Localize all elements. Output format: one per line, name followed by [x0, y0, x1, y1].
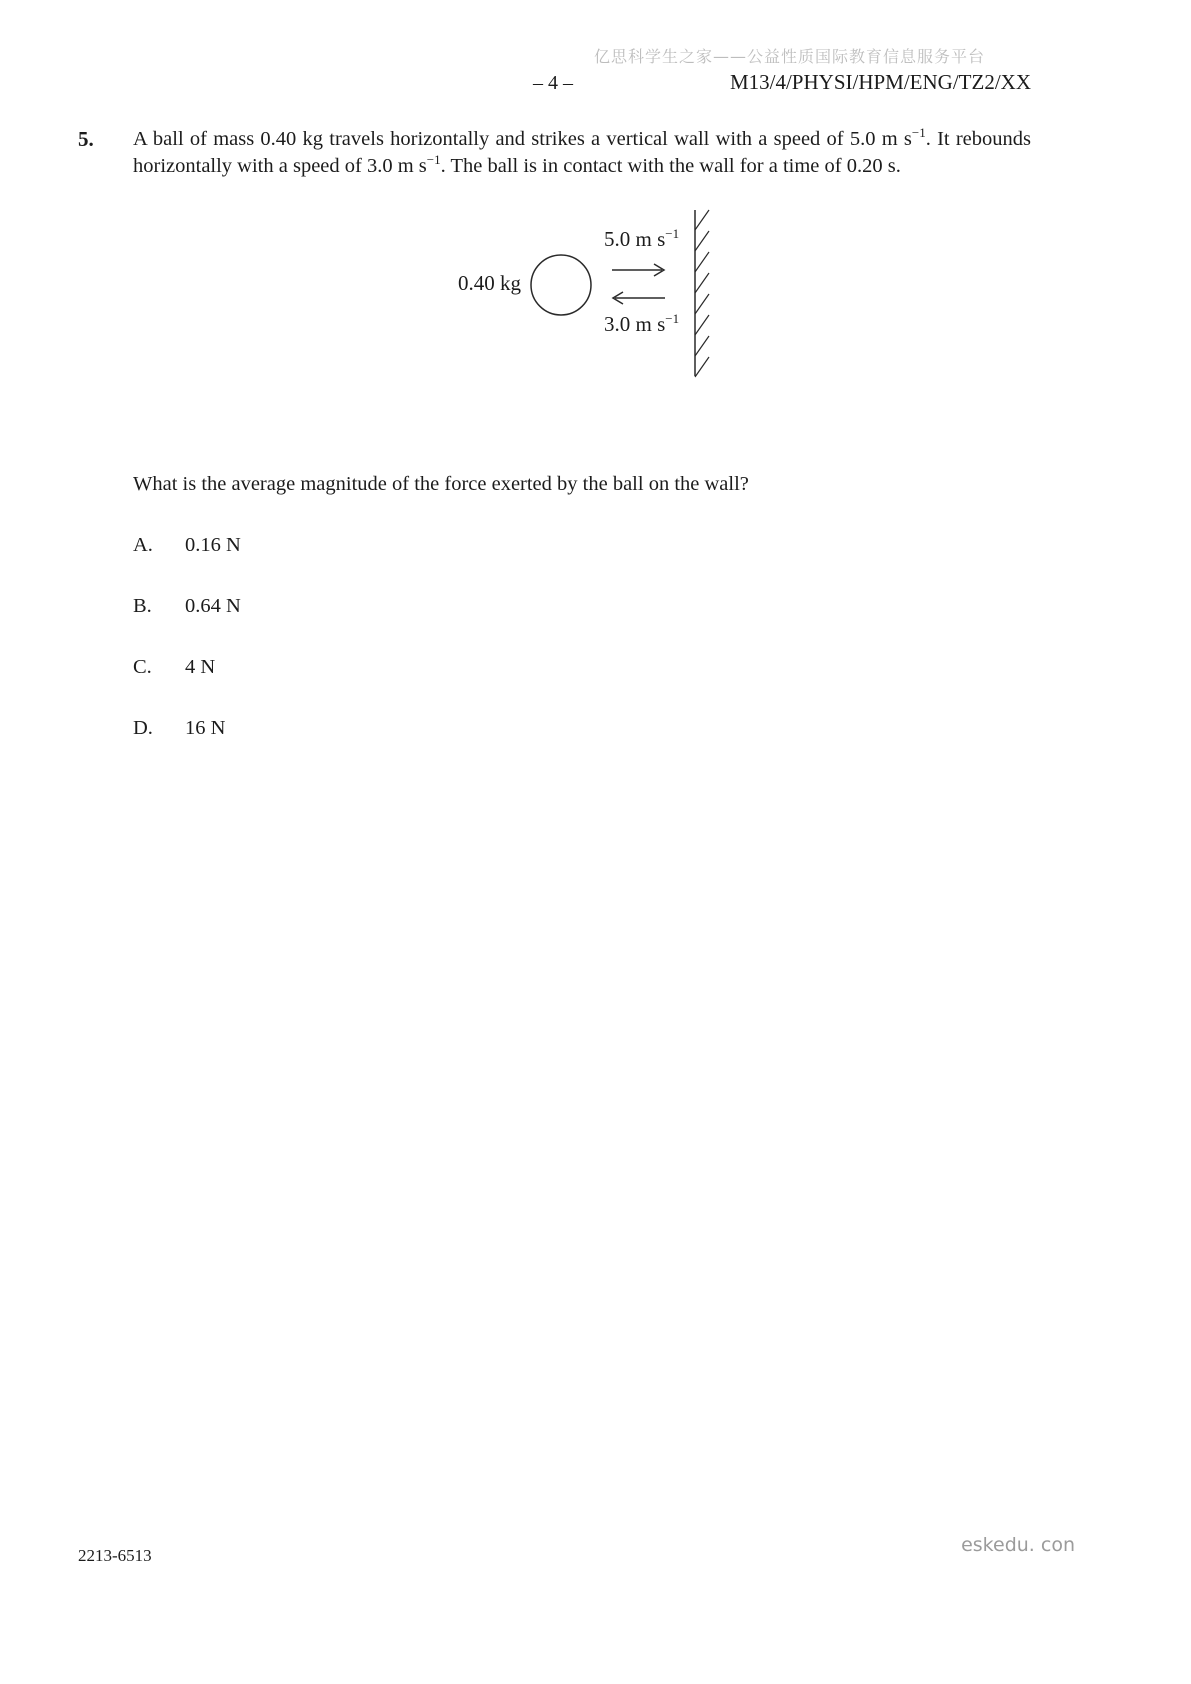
question-text [133, 126, 1031, 180]
exam-code: M13/4/PHYSI/HPM/ENG/TZ2/XX [729, 70, 1031, 94]
option-value: 0.16 N [185, 534, 241, 556]
document-code: 2213-6513 [78, 1546, 152, 1565]
mass-label: 0.40 kg [458, 271, 521, 295]
option-value: 0.64 N [185, 595, 241, 617]
ball-circle [531, 255, 591, 315]
rebound-speed-label [604, 313, 679, 335]
question-row [78, 126, 1031, 742]
diagram-shapes [433, 206, 733, 384]
header-site-watermark: 亿思科学生之家——公益性质国际教育信息服务平台 [593, 47, 985, 66]
question-text-part3: . The ball is in contact with the wall for a time of 0.20 s. [440, 155, 901, 177]
option-c [133, 654, 1031, 681]
superscript-exponent: −1 [665, 226, 680, 241]
superscript-exponent: −1 [911, 125, 926, 141]
right-arrow-icon [612, 264, 664, 276]
superscript-exponent: −1 [426, 152, 441, 168]
question-number: 5. [78, 127, 94, 151]
option-a [133, 532, 1031, 559]
question-prompt: What is the average magnitude of the force exerted by the ball on the wall? [133, 473, 749, 495]
question-text-part2: . It rebounds horizontally with a speed of 3.0 m s [133, 128, 1031, 177]
left-arrow-icon [613, 292, 665, 304]
incoming-speed-value: 5.0 m s [604, 227, 666, 251]
page-number: – 4 – [533, 72, 573, 94]
wall-line [695, 210, 709, 377]
incoming-speed-label [604, 228, 679, 250]
rebound-speed-value: 3.0 m s [604, 312, 666, 336]
option-value: 16 N [185, 717, 226, 739]
question-body [133, 126, 1031, 742]
option-d [133, 715, 1031, 742]
question-5 [78, 126, 1031, 742]
option-letter: B. [133, 595, 152, 617]
option-b [133, 593, 1031, 620]
question-text-part1: A ball of mass 0.40 kg travels horizontally and strikes a vertical wall with a speed of 5.0 m s [133, 128, 912, 150]
answer-options [133, 532, 1031, 742]
superscript-exponent: −1 [665, 311, 680, 326]
footer-site-watermark: eskedu. con [961, 1534, 1075, 1556]
option-value: 4 N [185, 656, 216, 678]
option-letter: C. [133, 656, 152, 678]
ball-wall-diagram [433, 206, 733, 384]
option-letter: A. [133, 534, 153, 556]
option-letter: D. [133, 717, 153, 739]
